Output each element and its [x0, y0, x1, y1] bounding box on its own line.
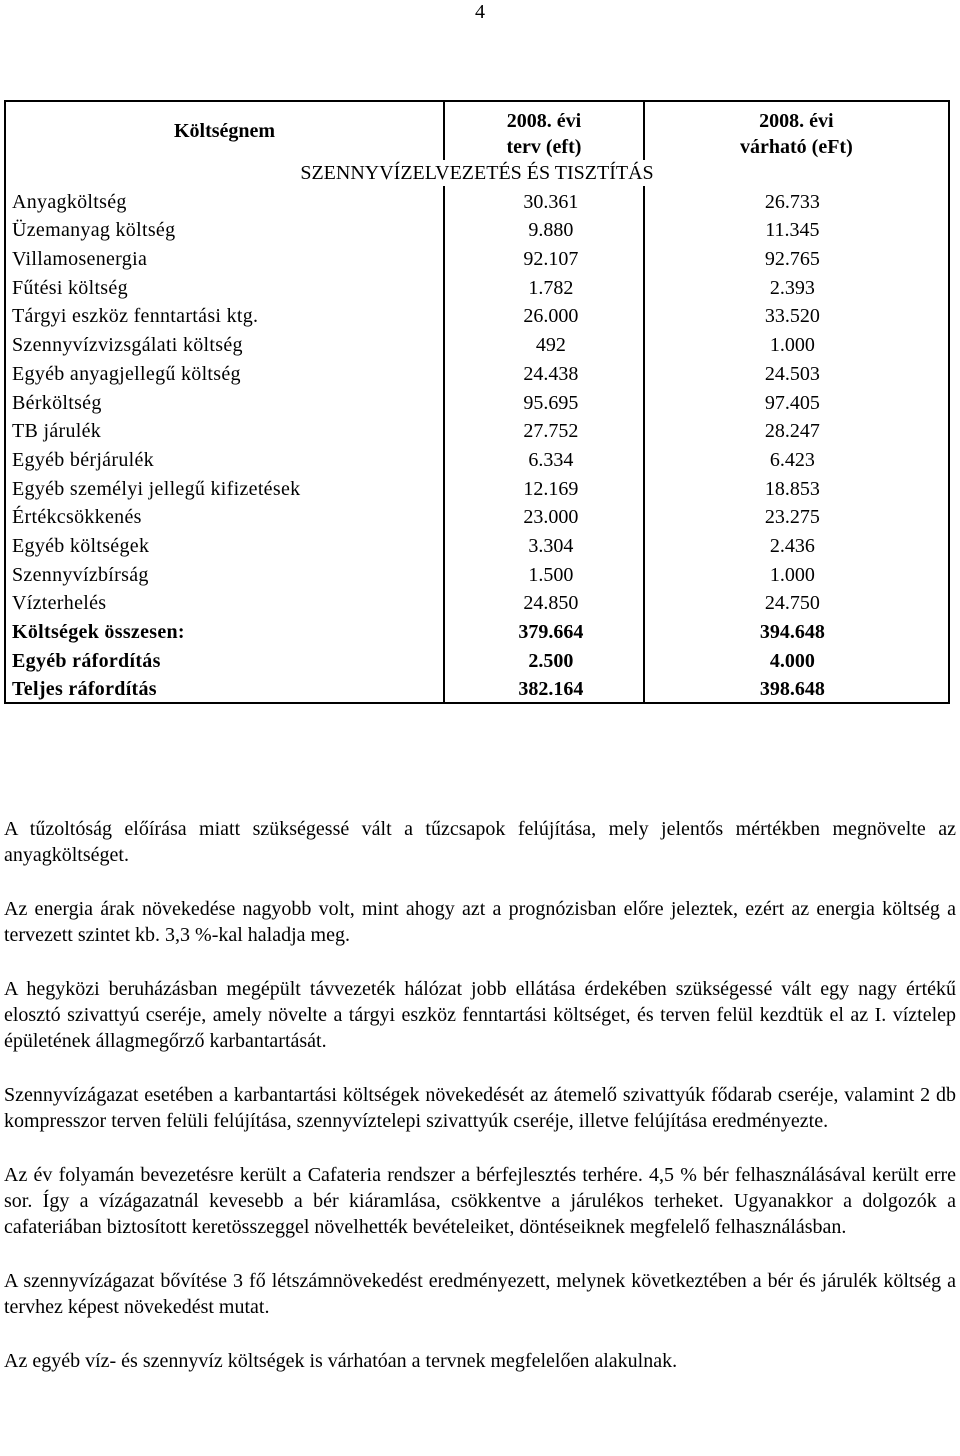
body-text — [4, 816, 956, 1402]
expected-value-cell: 1.000 — [644, 329, 949, 358]
cost-name-cell: Anyagköltség — [5, 186, 444, 215]
header-cost-type — [5, 101, 444, 160]
cost-name-cell: Költségek összesen: — [5, 616, 444, 645]
expected-value-cell: 1.000 — [644, 559, 949, 588]
table-row — [5, 645, 949, 674]
expected-value-cell: 11.345 — [644, 215, 949, 244]
paragraph: Szennyvízágazat esetében a karbantartási költségek növekedését az átemelő szivattyúk fődarab cseréje, valamint 2 db kompresszor terven felüli felújítása, szennyvíztelepi szivattyúk cseréje, illetve felújítása eredményezte. — [4, 1084, 956, 1132]
paragraph: A szennyvízágazat bővítése 3 fő létszámnövekedést eredményezett, melynek következtében a bér és járulék költség a tervhez képest növekedést mutat. — [4, 1270, 956, 1318]
cost-name-cell: Tárgyi eszköz fenntartási ktg. — [5, 301, 444, 330]
expected-value-cell: 92.765 — [644, 243, 949, 272]
section-title: SZENNYVÍZELVEZETÉS ÉS TISZTÍTÁS — [5, 160, 949, 186]
header-expected-line2: várható (eFt) — [740, 136, 853, 158]
cost-name-cell: Szennyvízbírság — [5, 559, 444, 588]
expected-value-cell: 28.247 — [644, 416, 949, 445]
expected-value-cell: 33.520 — [644, 301, 949, 330]
table-row — [5, 301, 949, 330]
plan-value-cell: 24.850 — [444, 588, 644, 617]
cost-name-cell: Egyéb költségek — [5, 530, 444, 559]
expected-value-cell: 394.648 — [644, 616, 949, 645]
cost-name-cell: Üzemanyag költség — [5, 215, 444, 244]
plan-value-cell: 2.500 — [444, 645, 644, 674]
plan-value-cell: 379.664 — [444, 616, 644, 645]
table-row — [5, 559, 949, 588]
cost-name-cell: TB járulék — [5, 416, 444, 445]
cost-name-cell: Teljes ráfordítás — [5, 674, 444, 704]
plan-value-cell: 27.752 — [444, 416, 644, 445]
plan-value-cell: 24.438 — [444, 358, 644, 387]
cost-name-cell: Egyéb bérjárulék — [5, 444, 444, 473]
table-row — [5, 444, 949, 473]
cost-name-cell: Egyéb személyi jellegű kifizetések — [5, 473, 444, 502]
cost-table — [4, 100, 950, 704]
plan-value-cell: 92.107 — [444, 243, 644, 272]
table-row — [5, 272, 949, 301]
table-header-row — [5, 101, 949, 160]
table-row — [5, 416, 949, 445]
section-title-row — [5, 160, 949, 186]
table-row — [5, 387, 949, 416]
table-row — [5, 674, 949, 704]
table-row — [5, 215, 949, 244]
table-row — [5, 329, 949, 358]
plan-value-cell: 9.880 — [444, 215, 644, 244]
plan-value-cell: 382.164 — [444, 674, 644, 704]
plan-value-cell: 1.782 — [444, 272, 644, 301]
plan-value-cell: 12.169 — [444, 473, 644, 502]
expected-value-cell: 2.436 — [644, 530, 949, 559]
header-expected — [644, 101, 949, 160]
table-row — [5, 186, 949, 215]
expected-value-cell: 4.000 — [644, 645, 949, 674]
expected-value-cell: 23.275 — [644, 502, 949, 531]
plan-value-cell: 30.361 — [444, 186, 644, 215]
table-row — [5, 502, 949, 531]
plan-value-cell: 492 — [444, 329, 644, 358]
cost-name-cell: Vízterhelés — [5, 588, 444, 617]
paragraph: Az egyéb víz- és szennyvíz költségek is várhatóan a tervnek megfelelően alakulnak. — [4, 1350, 678, 1372]
expected-value-cell: 24.750 — [644, 588, 949, 617]
paragraph: A tűzoltóság előírása miatt szükségessé vált a tűzcsapok felújítása, mely jelentős mértékben megnövelte az anyagköltséget. — [4, 818, 956, 866]
table-row — [5, 473, 949, 502]
expected-value-cell: 24.503 — [644, 358, 949, 387]
table-row — [5, 588, 949, 617]
expected-value-cell: 398.648 — [644, 674, 949, 704]
table-row — [5, 530, 949, 559]
plan-value-cell: 6.334 — [444, 444, 644, 473]
cost-name-cell: Egyéb ráfordítás — [5, 645, 444, 674]
header-cost-type-label: Költségnem — [174, 120, 276, 142]
plan-value-cell: 3.304 — [444, 530, 644, 559]
expected-value-cell: 26.733 — [644, 186, 949, 215]
expected-value-cell: 2.393 — [644, 272, 949, 301]
plan-value-cell: 95.695 — [444, 387, 644, 416]
paragraph: Az év folyamán bevezetésre került a Cafateria rendszer a bérfejlesztés terhére. 4,5 % bér felhasználásával került erre sor. Így a vízágazatnál kevesebb a bér kiáramlása, csökkentve a járulékos terheket. Ugyanakkor a dolgozók a cafateriában biztosított keretösszeggel növelhették bevételeiket, döntéseiknek megfelelő felhasználásban. — [4, 1164, 956, 1238]
plan-value-cell: 23.000 — [444, 502, 644, 531]
cost-name-cell: Egyéb anyagjellegű költség — [5, 358, 444, 387]
cost-name-cell: Villamosenergia — [5, 243, 444, 272]
page-number: 4 — [475, 1, 485, 23]
plan-value-cell: 1.500 — [444, 559, 644, 588]
cost-name-cell: Fűtési költség — [5, 272, 444, 301]
table-row — [5, 358, 949, 387]
cost-name-cell: Bérköltség — [5, 387, 444, 416]
table-row — [5, 243, 949, 272]
cost-name-cell: Értékcsökkenés — [5, 502, 444, 531]
cost-name-cell: Szennyvízvizsgálati költség — [5, 329, 444, 358]
header-plan — [444, 101, 644, 160]
expected-value-cell: 6.423 — [644, 444, 949, 473]
plan-value-cell: 26.000 — [444, 301, 644, 330]
header-plan-line2: terv (eft) — [506, 136, 582, 158]
table-row — [5, 616, 949, 645]
paragraph: Az energia árak növekedése nagyobb volt, mint ahogy azt a prognózisban előre jeleztek, ezért az energia költség a tervezett szintet kb. 3,3 %-kal haladja meg. — [4, 898, 956, 946]
header-plan-line1: 2008. évi — [506, 110, 582, 132]
expected-value-cell: 18.853 — [644, 473, 949, 502]
paragraph: A hegyközi beruházásban megépült távvezeték hálózat jobb ellátása érdekében szükségessé vált egy nagy értékű elosztó szivattyú cseréje, amely növelte a tárgyi eszköz fenntartási költséget, és terven felül kezdtük el az I. víztelep épületének állagmegőrző karbantartását. — [4, 978, 956, 1052]
expected-value-cell: 97.405 — [644, 387, 949, 416]
header-expected-line1: 2008. évi — [759, 110, 834, 132]
